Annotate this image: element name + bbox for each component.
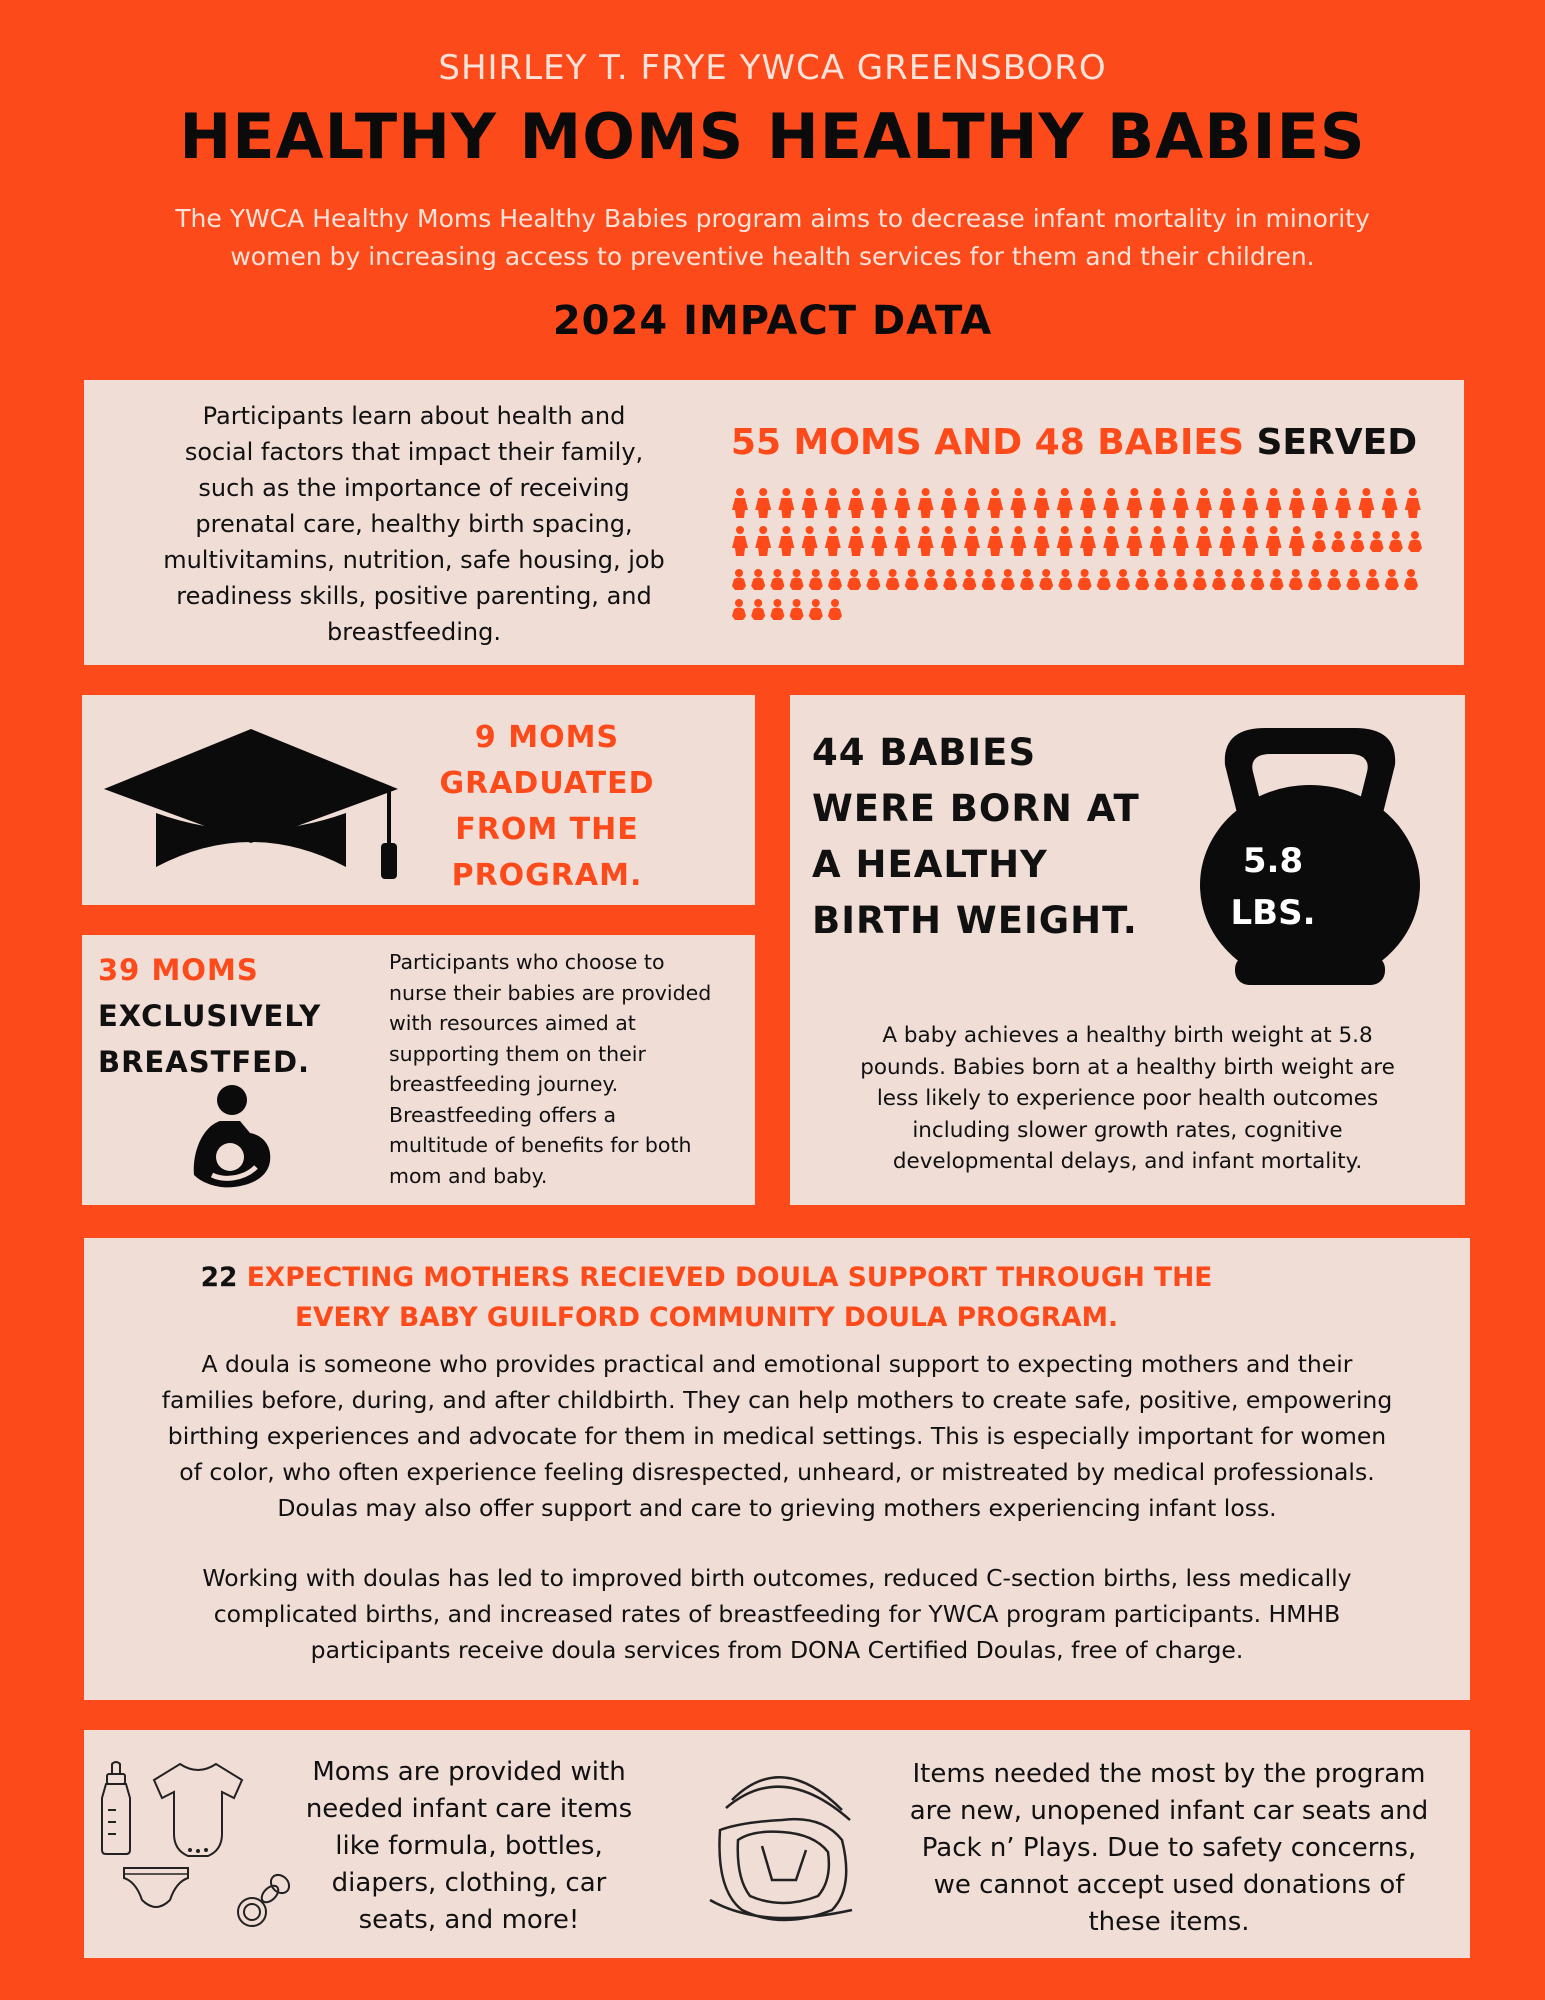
- graduated-line: GRADUATED: [439, 766, 655, 801]
- baby-figure-icon: [828, 599, 842, 620]
- baby-figure-icon: [1404, 569, 1418, 590]
- baby-figure-icon: [1389, 531, 1403, 552]
- intro-line: women by increasing access to preventive health services for them and their children.: [230, 242, 1315, 271]
- intro-text: [100, 200, 1445, 276]
- mom-figure-icon: [871, 488, 887, 518]
- doula-desc-line: families before, during, and after childbirth. They can help mothers to create safe, positive, empowering: [161, 1386, 1393, 1414]
- breastfed-desc-line: with resources aimed at: [389, 1011, 636, 1035]
- items-desc-line: diapers, clothing, car: [331, 1868, 607, 1898]
- baby-figure-icon: [886, 569, 900, 590]
- baby-figure-icon: [1385, 569, 1399, 590]
- weight-panel: [790, 695, 1465, 1205]
- doula-desc-line: Doulas may also offer support and care to grieving mothers experiencing infant loss.: [277, 1494, 1277, 1522]
- mom-figure-icon: [848, 488, 864, 518]
- baby-figure-icon: [1370, 531, 1384, 552]
- mom-figure-icon: [941, 526, 957, 556]
- mom-figure-icon: [1266, 526, 1282, 556]
- mom-figure-icon: [1010, 526, 1026, 556]
- mom-figure-icon: [1150, 488, 1166, 518]
- doula-stat-line: [84, 1258, 1329, 1298]
- mom-figure-icon: [918, 526, 934, 556]
- baby-figure-icon: [1020, 569, 1034, 590]
- mom-figure-icon: [802, 488, 818, 518]
- items-desc-line: like formula, bottles,: [335, 1831, 603, 1861]
- doula-outcome-line: participants receive doula services from DONA Certified Doulas, free of charge.: [310, 1636, 1244, 1664]
- mom-figure-icon: [1405, 488, 1421, 518]
- served-desc-line: prenatal care, healthy birth spacing,: [195, 510, 633, 538]
- mom-figure-icon: [1242, 488, 1258, 518]
- baby-figure-icon: [1331, 531, 1345, 552]
- page-title: HEALTHY MOMS HEALTHY BABIES: [179, 100, 1366, 173]
- baby-figure-icon: [790, 599, 804, 620]
- baby-bottle-icon: [98, 1760, 134, 1856]
- breastfed-desc-line: multitude of benefits for both: [389, 1133, 692, 1157]
- served-desc-line: readiness skills, positive parenting, and: [176, 582, 652, 610]
- car-seat-icon: [702, 1760, 862, 1930]
- baby-figure-icon: [751, 599, 765, 620]
- baby-figure-icon: [1312, 531, 1326, 552]
- mom-figure-icon: [1196, 526, 1212, 556]
- baby-figure-icon: [1058, 569, 1072, 590]
- needed-desc-line: Items needed the most by the program: [912, 1759, 1426, 1789]
- baby-figure-icon: [1097, 569, 1111, 590]
- graduated-line: PROGRAM.: [451, 858, 643, 893]
- mom-figure-icon: [755, 488, 771, 518]
- weight-desc-line: pounds. Babies born at a healthy birth weight are: [860, 1054, 1395, 1080]
- baby-figure-icon: [1001, 569, 1015, 590]
- onesie-icon: [150, 1760, 246, 1860]
- graduated-line: FROM THE: [455, 812, 639, 847]
- weight-desc-line: including slower growth rates, cognitive: [912, 1117, 1343, 1143]
- doula-outcome-line: complicated births, and increased rates of breastfeeding for YWCA program participants. HMHB: [213, 1600, 1341, 1628]
- mom-figure-icon: [778, 488, 794, 518]
- doula-desc-line: of color, who often experience feeling disrespected, unheard, or mistreated by medical professionals.: [179, 1458, 1375, 1486]
- baby-figure-icon: [1250, 569, 1264, 590]
- breastfed-desc-line: Participants who choose to: [389, 950, 665, 974]
- baby-figure-icon: [1116, 569, 1130, 590]
- mom-figure-icon: [1173, 526, 1189, 556]
- breastfed-panel: [82, 935, 755, 1205]
- breastfed-stat: [98, 947, 348, 1085]
- baby-figure-icon: [1270, 569, 1284, 590]
- doula-stat-line: EVERY BABY GUILFORD COMMUNITY DOULA PROGRAM.: [294, 1302, 1119, 1333]
- baby-figure-icon: [1350, 531, 1364, 552]
- doula-desc-line: birthing experiences and advocate for them in medical settings. This is especially important for women: [167, 1422, 1387, 1450]
- mom-figure-icon: [1080, 488, 1096, 518]
- breastfed-desc-line: nurse their babies are provided: [389, 980, 712, 1005]
- doula-description: [124, 1346, 1430, 1526]
- items-desc-line: Moms are provided with: [312, 1757, 626, 1787]
- baby-figure-icon: [770, 569, 784, 590]
- mom-figure-icon: [894, 526, 910, 556]
- mom-figure-icon: [1242, 526, 1258, 556]
- pacifier-icon: [234, 1870, 294, 1930]
- breastfed-line: BREASTFED.: [98, 1045, 311, 1079]
- weight-description: [810, 1020, 1445, 1178]
- mom-figure-icon: [825, 526, 841, 556]
- mom-figure-icon: [1103, 488, 1119, 518]
- weight-stat-line: BIRTH WEIGHT.: [812, 899, 1138, 942]
- kettlebell-label: [1198, 835, 1348, 939]
- items-panel: [84, 1730, 1470, 1958]
- doula-outcomes: [124, 1560, 1430, 1668]
- doula-count: 22: [200, 1262, 247, 1293]
- baby-figure-icon: [1308, 569, 1322, 590]
- mom-figure-icon: [894, 488, 910, 518]
- mom-figure-icon: [1335, 488, 1351, 518]
- breastfed-desc-line: mom and baby.: [389, 1163, 548, 1188]
- baby-figure-icon: [732, 599, 746, 620]
- baby-figure-icon: [905, 569, 919, 590]
- baby-figure-icon: [1366, 569, 1380, 590]
- needed-desc-line: we cannot accept used donations of: [933, 1870, 1405, 1900]
- kettlebell-unit: LBS.: [1230, 893, 1316, 933]
- baby-figure-icon: [790, 569, 804, 590]
- mom-figure-icon: [964, 488, 980, 518]
- mom-figure-icon: [755, 526, 771, 556]
- breastfed-desc-line: breastfeeding journey.: [389, 1072, 619, 1096]
- doula-stat-text: EXPECTING MOTHERS RECIEVED DOULA SUPPORT THROUGH THE: [246, 1262, 1213, 1293]
- kettlebell-value: 5.8: [1242, 841, 1304, 881]
- doula-panel: [84, 1238, 1470, 1700]
- needed-desc-line: Pack n’ Plays. Due to safety concerns,: [921, 1833, 1417, 1863]
- people-pictogram: [732, 488, 1432, 628]
- baby-figure-icon: [1346, 569, 1360, 590]
- graduated-line: 9 MOMS: [474, 720, 620, 755]
- mom-figure-icon: [964, 526, 980, 556]
- served-stat-highlight: 55 MOMS AND 48 BABIES: [730, 422, 1244, 463]
- breastfed-description: [389, 947, 749, 1191]
- weight-desc-line: less likely to experience poor health outcomes: [876, 1086, 1379, 1111]
- breastfed-desc-line: supporting them on their: [389, 1041, 646, 1066]
- mom-figure-icon: [732, 526, 748, 556]
- weight-desc-line: developmental delays, and infant mortality.: [892, 1149, 1363, 1174]
- mom-figure-icon: [1057, 488, 1073, 518]
- breastfeeding-icon: [190, 1083, 275, 1193]
- baby-figure-icon: [924, 569, 938, 590]
- baby-figure-icon: [962, 569, 976, 590]
- mom-figure-icon: [1057, 526, 1073, 556]
- mom-figure-icon: [1266, 488, 1282, 518]
- served-description: [114, 398, 714, 650]
- graduated-stat: [422, 715, 672, 899]
- mom-figure-icon: [1382, 488, 1398, 518]
- baby-figure-icon: [809, 599, 823, 620]
- baby-figure-icon: [1154, 569, 1168, 590]
- items-description: [299, 1754, 639, 1939]
- mom-figure-icon: [1289, 526, 1305, 556]
- weight-stat-line: A HEALTHY: [812, 843, 1048, 886]
- mom-figure-icon: [732, 488, 748, 518]
- mom-figure-icon: [941, 488, 957, 518]
- baby-figure-icon: [866, 569, 880, 590]
- needed-items-description: [884, 1756, 1454, 1941]
- mom-figure-icon: [1219, 526, 1235, 556]
- served-desc-line: such as the importance of receiving: [198, 474, 630, 502]
- mom-figure-icon: [1080, 526, 1096, 556]
- baby-figure-icon: [1231, 569, 1245, 590]
- items-desc-line: seats, and more!: [358, 1905, 580, 1935]
- mom-figure-icon: [1312, 488, 1328, 518]
- weight-desc-line: A baby achieves a healthy birth weight at 5.8: [882, 1023, 1373, 1048]
- mom-figure-icon: [802, 526, 818, 556]
- mom-figure-icon: [987, 488, 1003, 518]
- baby-figure-icon: [732, 569, 746, 590]
- served-panel: [84, 380, 1464, 665]
- mom-figure-icon: [1034, 526, 1050, 556]
- breastfed-count: 39 MOMS: [98, 953, 259, 987]
- needed-desc-line: these items.: [1088, 1907, 1250, 1937]
- mom-figure-icon: [1196, 488, 1212, 518]
- mom-figure-icon: [1010, 488, 1026, 518]
- baby-figure-icon: [1327, 569, 1341, 590]
- breastfed-desc-line: Breastfeeding offers a: [389, 1102, 617, 1127]
- mom-figure-icon: [1289, 488, 1305, 518]
- doula-desc-line: A doula is someone who provides practical and emotional support to expecting mothers and their: [201, 1350, 1353, 1378]
- mom-figure-icon: [825, 488, 841, 518]
- doula-outcome-line: Working with doulas has led to improved birth outcomes, reduced C-section births, less medically: [202, 1564, 1352, 1592]
- items-desc-line: needed infant care items: [305, 1794, 633, 1824]
- baby-figure-icon: [1078, 569, 1092, 590]
- served-stat: [724, 422, 1424, 463]
- baby-figure-icon: [943, 569, 957, 590]
- mom-figure-icon: [848, 526, 864, 556]
- intro-line: The YWCA Healthy Moms Healthy Babies program aims to decrease infant mortality in minority: [175, 204, 1370, 233]
- baby-figure-icon: [1408, 531, 1422, 552]
- mom-figure-icon: [1358, 488, 1374, 518]
- mom-figure-icon: [1150, 526, 1166, 556]
- mom-figure-icon: [1126, 526, 1142, 556]
- baby-figure-icon: [1135, 569, 1149, 590]
- mom-figure-icon: [918, 488, 934, 518]
- impact-heading: 2024 IMPACT DATA: [552, 298, 993, 344]
- graduation-cap-icon: [96, 725, 406, 885]
- weight-stat-line: WERE BORN AT: [812, 787, 1140, 830]
- served-desc-line: social factors that impact their family,: [184, 438, 644, 466]
- served-desc-line: Participants learn about health and: [202, 402, 626, 430]
- doula-stat: [84, 1258, 1329, 1338]
- org-name: SHIRLEY T. FRYE YWCA GREENSBORO: [438, 48, 1107, 88]
- baby-figure-icon: [1193, 569, 1207, 590]
- mom-figure-icon: [778, 526, 794, 556]
- mom-figure-icon: [1034, 488, 1050, 518]
- baby-figure-icon: [770, 599, 784, 620]
- graduated-panel: [82, 695, 755, 905]
- needed-desc-line: are new, unopened infant car seats and: [909, 1796, 1429, 1826]
- mom-figure-icon: [987, 526, 1003, 556]
- baby-figure-icon: [809, 569, 823, 590]
- served-stat-rest: SERVED: [1243, 422, 1418, 463]
- baby-figure-icon: [828, 569, 842, 590]
- weight-stat-line: 44 BABIES: [812, 731, 1037, 774]
- diaper-icon: [120, 1860, 192, 1916]
- baby-figure-icon: [1039, 569, 1053, 590]
- baby-figure-icon: [847, 569, 861, 590]
- weight-stat: [812, 725, 1192, 949]
- baby-figure-icon: [1289, 569, 1303, 590]
- mom-figure-icon: [1126, 488, 1142, 518]
- baby-figure-icon: [1212, 569, 1226, 590]
- baby-figure-icon: [751, 569, 765, 590]
- served-desc-line: multivitamins, nutrition, safe housing, job: [163, 546, 665, 574]
- breastfed-line: EXCLUSIVELY: [98, 999, 322, 1033]
- mom-figure-icon: [1173, 488, 1189, 518]
- baby-figure-icon: [1174, 569, 1188, 590]
- served-desc-line: breastfeeding.: [327, 618, 501, 646]
- mom-figure-icon: [1103, 526, 1119, 556]
- mom-figure-icon: [871, 526, 887, 556]
- baby-figure-icon: [982, 569, 996, 590]
- mom-figure-icon: [1219, 488, 1235, 518]
